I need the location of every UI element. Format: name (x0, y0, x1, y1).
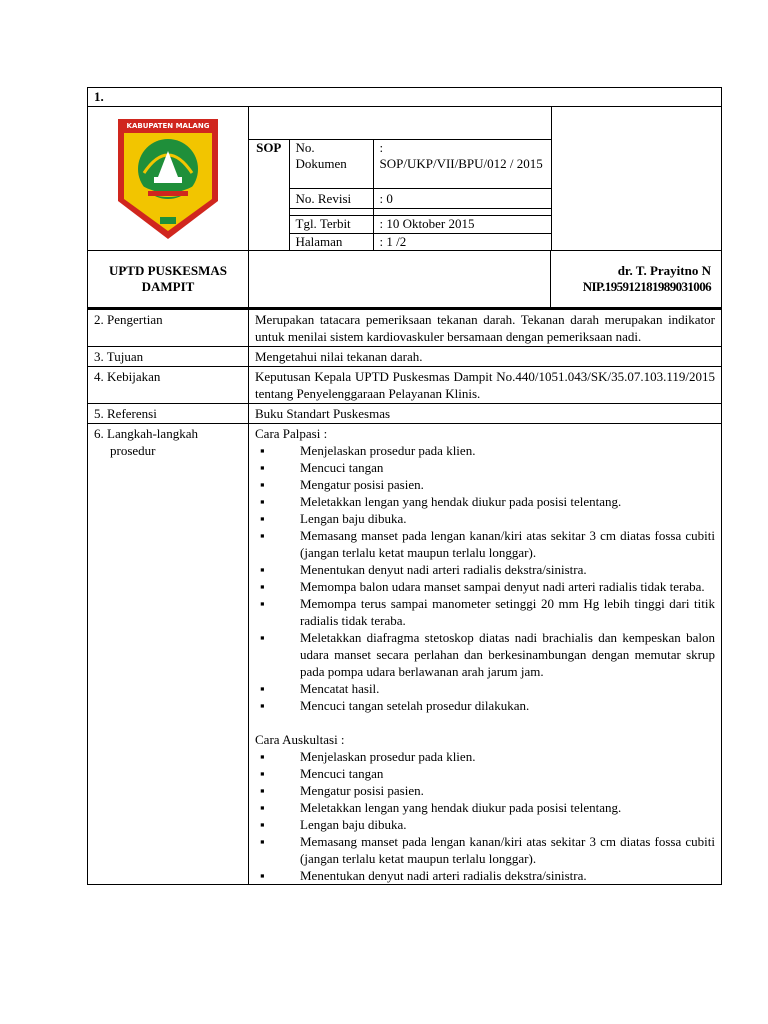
list-item: ▪ Mengatur posisi pasien. (255, 782, 715, 799)
signer-nip: NIP.195912181989031006 (582, 279, 711, 294)
list-item: ▪ Mencuci tangan (255, 459, 715, 476)
tujuan-label: 3. Tujuan (88, 347, 249, 367)
auskultasi-title: Cara Auskultasi : (255, 732, 345, 747)
list-item: ▪ Lengan baju dibuka. (255, 816, 715, 833)
list-item: ▪ Meletakkan lengan yang hendak diukur pada posisi telentang. (255, 799, 715, 816)
list-item: ▪ Menjelaskan prosedur pada klien. (255, 442, 715, 459)
terbit-value: : 10 Oktober 2015 (373, 216, 551, 234)
doc-no-label: No. Dokumen (289, 140, 373, 189)
list-item: ▪ Meletakkan lengan yang hendak diukur pada posisi telentang. (255, 493, 715, 510)
section-number: 1. (88, 88, 722, 107)
doc-info-table (249, 107, 721, 250)
kebijakan-label: 4. Kebijakan (88, 367, 249, 404)
doc-info-cell (249, 107, 722, 251)
sop-document (87, 87, 721, 885)
revisi-value: : 0 (373, 189, 551, 209)
palpasi-steps (255, 442, 715, 714)
palpasi-title: Cara Palpasi : (255, 426, 328, 441)
prosedur-label: 6. Langkah-langkah prosedur (88, 424, 249, 885)
list-item: ▪ Mencuci tangan setelah prosedur dilakukan. (255, 697, 715, 714)
auskultasi-steps (255, 748, 715, 884)
revisi-label: No. Revisi (289, 189, 373, 209)
kebijakan-text: Keputusan Kepala UPTD Puskesmas Dampit No.440/1051.043/SK/35.07.103.119/2015 tentang Penyelenggaraan Pelayanan Klinis. (249, 367, 722, 404)
referensi-text: Buku Standart Puskesmas (249, 404, 722, 424)
logo-banner-text: KABUPATEN MALANG (126, 122, 210, 130)
content-table (87, 308, 722, 885)
header-table (87, 87, 722, 308)
list-item: ▪ Mencuci tangan (255, 765, 715, 782)
sop-label: SOP (249, 140, 289, 251)
list-item: ▪ Memasang manset pada lengan kanan/kiri atas sekitar 3 cm diatas fossa cubiti (jangan terlalu ketat maupun terlalu longgar). (255, 527, 715, 561)
logo-cell (88, 107, 249, 251)
list-item: ▪ Menentukan denyut nadi arteri radialis dekstra/sinistra. (255, 561, 715, 578)
org-name: UPTD PUSKESMAS DAMPIT (88, 251, 249, 308)
prosedur-content (249, 424, 722, 885)
referensi-label: 5. Referensi (88, 404, 249, 424)
signer-name: dr. T. Prayitno N (617, 263, 711, 278)
pengertian-text: Merupakan tatacara pemeriksaan tekanan darah. Tekanan darah merupakan indikator untuk menilai sistem kardiovaskuler bersamaan dengan pemeriksaan nadi. (249, 309, 722, 347)
list-item: ▪ Memompa balon udara manset sampai denyut nadi arteri radialis tidak teraba. (255, 578, 715, 595)
list-item: ▪ Lengan baju dibuka. (255, 510, 715, 527)
list-item: ▪ Mencatat hasil. (255, 680, 715, 697)
signer-block (551, 251, 722, 308)
kabupaten-malang-emblem-icon (114, 117, 222, 241)
terbit-label: Tgl. Terbit (289, 216, 373, 234)
doc-no-value: : SOP/UKP/VII/BPU/012 / 2015 (373, 140, 551, 189)
halaman-value: : 1 /2 (373, 234, 551, 251)
list-item: ▪ Mengatur posisi pasien. (255, 476, 715, 493)
list-item: ▪ Menjelaskan prosedur pada klien. (255, 748, 715, 765)
halaman-label: Halaman (289, 234, 373, 251)
pengertian-label: 2. Pengertian (88, 309, 249, 347)
list-item: ▪ Memompa terus sampai manometer setinggi 20 mm Hg lebih tinggi dari titik radialis tidak teraba. (255, 595, 715, 629)
tujuan-text: Mengetahui nilai tekanan darah. (249, 347, 722, 367)
list-item: ▪ Meletakkan diafragma stetoskop diatas nadi brachialis dan kempeskan balon udara manset secara perlahan dan berkesinambungan dengan memutar skrup pada pompa udara berlawanan arah jarum jam. (255, 629, 715, 680)
list-item: ▪ Memasang manset pada lengan kanan/kiri atas sekitar 3 cm diatas fossa cubiti (jangan terlalu ketat maupun terlalu longgar). (255, 833, 715, 867)
list-item: ▪ Menentukan denyut nadi arteri radialis dekstra/sinistra. (255, 867, 715, 884)
